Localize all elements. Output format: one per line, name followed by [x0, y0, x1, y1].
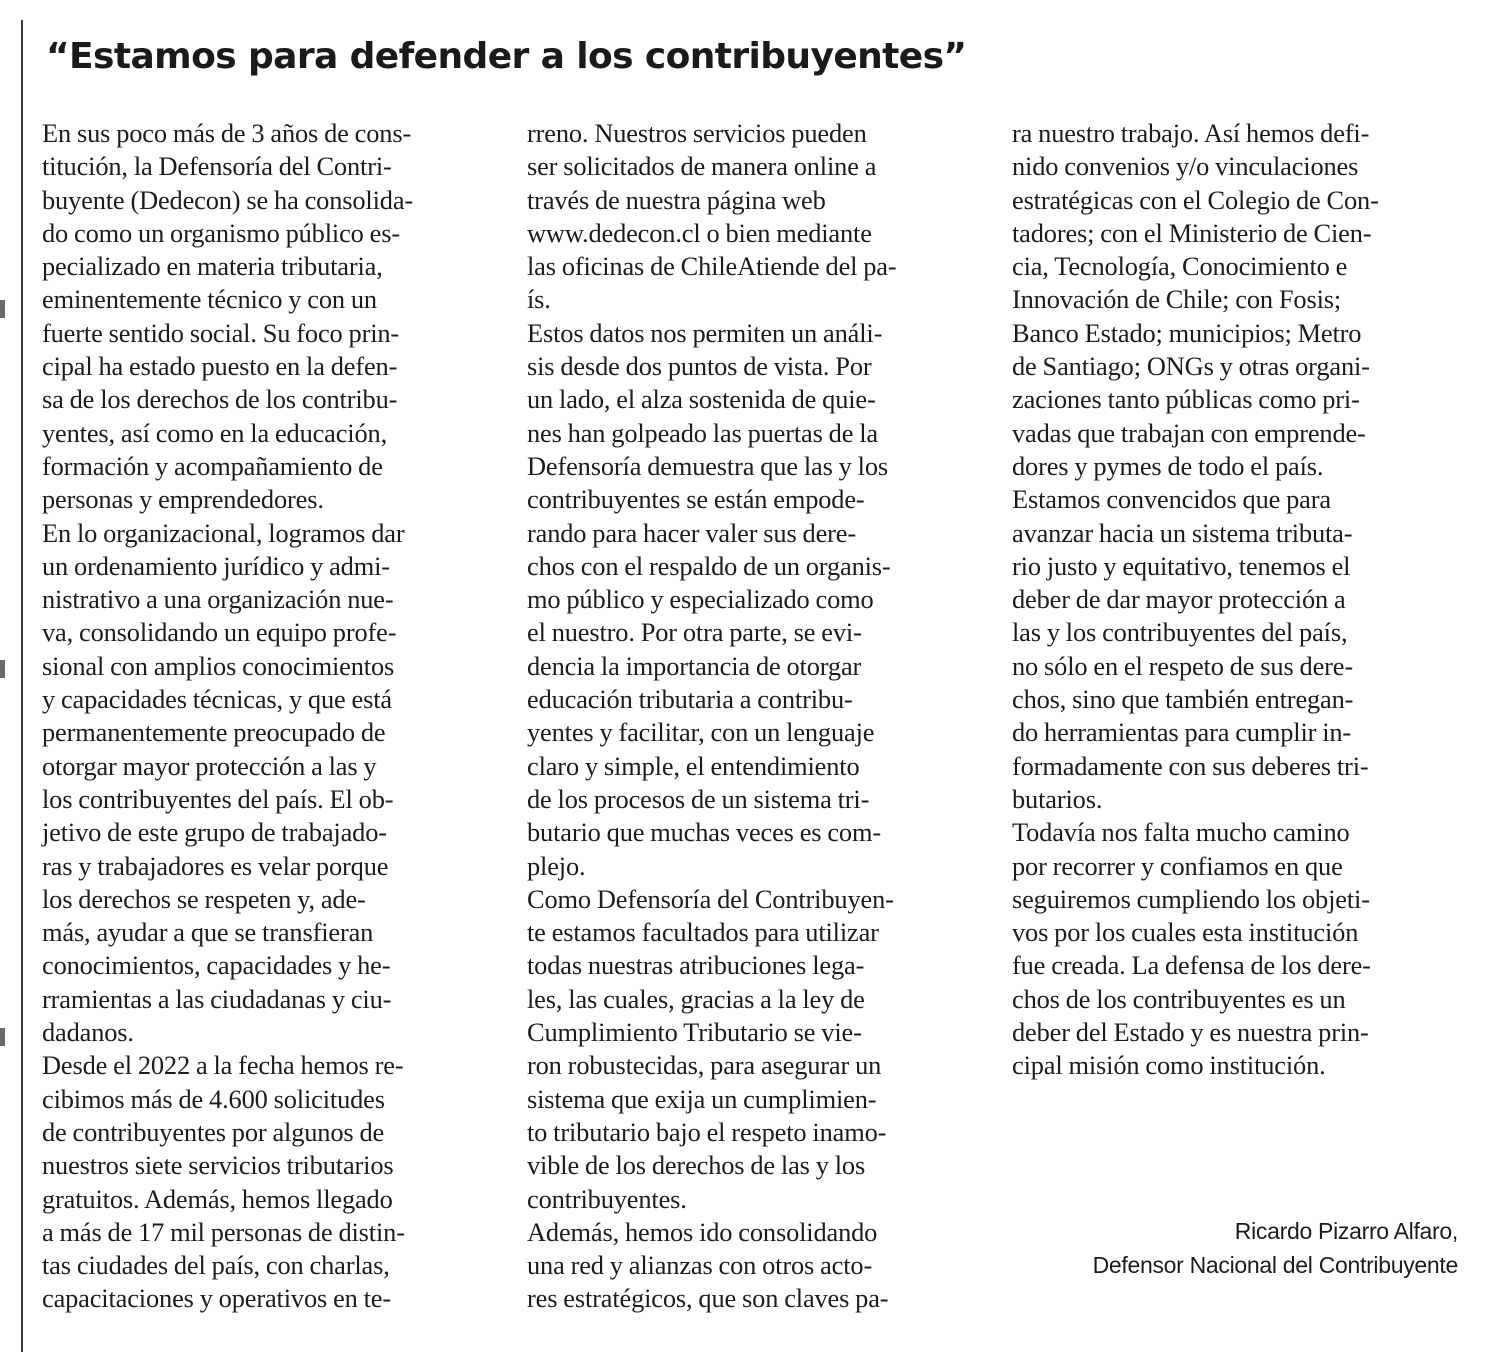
text-line: vos por los cuales esta institución	[1012, 917, 1359, 948]
text-line: butarios.	[1012, 783, 1103, 814]
text-line: rramientas a las ciudadanas y ciu-	[42, 983, 392, 1014]
text-line: nistrativo a una organización nue-	[42, 584, 394, 615]
text-line: dencia la importancia de otorgar	[527, 650, 862, 681]
article-paragraph	[527, 883, 982, 1216]
text-line: Como Defensoría del Contribuyen-	[527, 883, 894, 914]
article-column-1	[42, 117, 512, 1316]
text-line: rando para hacer valer sus dere-	[527, 517, 856, 548]
article-paragraph	[1012, 483, 1472, 816]
text-line: por recorrer y confiamos en que	[1012, 850, 1343, 881]
text-line: ser solicitados de manera online a	[527, 151, 877, 182]
text-line: les, las cuales, gracias a la ley de	[527, 983, 865, 1014]
text-line: nido convenios y/o vinculaciones	[1012, 151, 1359, 182]
text-line: no sólo en el respeto de sus dere-	[1012, 650, 1353, 681]
text-line: capacitaciones y operativos en te-	[42, 1283, 392, 1314]
text-line: a más de 17 mil personas de distin-	[42, 1216, 405, 1247]
text-line: pecializado en materia tributaria,	[42, 251, 383, 282]
text-line: deber del Estado y es nuestra prin-	[1012, 1017, 1369, 1048]
article-paragraph	[42, 517, 512, 1050]
edge-mark	[0, 660, 5, 678]
text-line: sional con amplios conocimientos	[42, 650, 395, 681]
text-line: fue creada. La defensa de los dere-	[1012, 950, 1371, 981]
text-line: eminentemente técnico y con un	[42, 284, 377, 315]
text-line: Innovación de Chile; con Fosis;	[1012, 284, 1342, 315]
article-headline: “Estamos para defender a los contribuyentes”	[46, 36, 967, 77]
text-line: seguiremos cumpliendo los objeti-	[1012, 883, 1370, 914]
author-role: Defensor Nacional del Contribuyente	[1092, 1252, 1458, 1278]
text-line: más, ayudar a que se transfieran	[42, 917, 374, 948]
text-line: gratuitos. Además, hemos llegado	[42, 1183, 393, 1214]
text-line: sa de los derechos de los contribu-	[42, 384, 398, 415]
text-line: plejo.	[527, 850, 586, 881]
text-line: yentes y facilitar, con un lenguaje	[527, 717, 875, 748]
article-column-2	[527, 117, 982, 1316]
text-line: los derechos se respeten y, ade-	[42, 883, 366, 914]
text-line: cipal ha estado puesto en la defen-	[42, 351, 398, 382]
text-line: de contribuyentes por algunos de	[42, 1116, 385, 1147]
text-line: educación tributaria a contribu-	[527, 684, 853, 715]
text-line: cia, Tecnología, Conocimiento e	[1012, 251, 1348, 282]
text-line: y capacidades técnicas, y que está	[42, 684, 392, 715]
text-line: butario que muchas veces es com-	[527, 817, 881, 848]
text-line: te estamos facultados para utilizar	[527, 917, 879, 948]
text-line: los contribuyentes del país. El ob-	[42, 783, 394, 814]
text-line: formación y acompañamiento de	[42, 450, 383, 481]
text-line: contribuyentes se están empode-	[527, 484, 865, 515]
text-line: las oficinas de ChileAtiende del pa-	[527, 251, 897, 282]
text-line: Además, hemos ido consolidando	[527, 1216, 878, 1247]
text-line: conocimientos, capacidades y he-	[42, 950, 391, 981]
text-line: nuestros siete servicios tributarios	[42, 1150, 394, 1181]
text-line: una red y alianzas con otros acto-	[527, 1250, 873, 1281]
text-line: vible de los derechos de las y los	[527, 1150, 866, 1181]
text-line: deber de dar mayor protección a	[1012, 584, 1346, 615]
text-line: claro y simple, el entendimiento	[527, 750, 860, 781]
article-paragraph	[42, 117, 512, 517]
text-line: un lado, el alza sostenida de quie-	[527, 384, 876, 415]
text-line: todas nuestras atribuciones lega-	[527, 950, 865, 981]
article-column-3	[1012, 117, 1472, 1083]
article-paragraph	[1012, 816, 1472, 1082]
author-name: Ricardo Pizarro Alfaro,	[1234, 1218, 1458, 1244]
article-paragraph	[1012, 117, 1472, 483]
text-line: titución, la Defensoría del Contri-	[42, 151, 392, 182]
text-line: En lo organizacional, logramos dar	[42, 517, 405, 548]
text-line: ra nuestro trabajo. Así hemos defi-	[1012, 118, 1370, 148]
text-line: dores y pymes de todo el país.	[1012, 450, 1324, 481]
text-line: Banco Estado; municipios; Metro	[1012, 317, 1362, 348]
text-line: do como un organismo público es-	[42, 217, 400, 248]
text-line: permanentemente preocupado de	[42, 717, 386, 748]
text-line: Estamos convencidos que para	[1012, 484, 1331, 515]
text-line: de los procesos de un sistema tri-	[527, 783, 870, 814]
author-signature	[1093, 1214, 1458, 1282]
text-line: res estratégicos, que son claves pa-	[527, 1283, 889, 1314]
article-paragraph	[42, 1049, 512, 1315]
text-line: las y los contribuyentes del país,	[1012, 617, 1348, 648]
text-line: Cumplimiento Tributario se vie-	[527, 1017, 862, 1048]
text-line: yentes, así como en la educación,	[42, 417, 388, 448]
text-line: un ordenamiento jurídico y admi-	[42, 550, 390, 581]
edge-mark	[0, 300, 5, 318]
text-line: vadas que trabajan con emprende-	[1012, 417, 1366, 448]
text-line: ís.	[527, 284, 551, 315]
text-line: de Santiago; ONGs y otras organi-	[1012, 351, 1370, 382]
text-line: www.dedecon.cl o bien mediante	[527, 217, 872, 248]
text-line: sis desde dos puntos de vista. Por	[527, 351, 872, 382]
text-line: otorgar mayor protección a las y	[42, 750, 377, 781]
text-line: Defensoría demuestra que las y los	[527, 450, 889, 481]
column-rule	[21, 20, 23, 1352]
text-line: Desde el 2022 a la fecha hemos re-	[42, 1050, 404, 1081]
text-line: sistema que exija un cumplimien-	[527, 1083, 877, 1114]
text-line: cipal misión como institución.	[1012, 1050, 1326, 1081]
edge-mark	[0, 1028, 5, 1046]
text-line: dadanos.	[42, 1017, 134, 1048]
text-line: buyente (Dedecon) se ha consolida-	[42, 184, 414, 215]
text-line: nes han golpeado las puertas de la	[527, 417, 878, 448]
article-paragraph	[527, 117, 982, 317]
text-line: personas y emprendedores.	[42, 484, 324, 515]
text-line: chos con el respaldo de un organis-	[527, 550, 891, 581]
text-line: estratégicas con el Colegio de Con-	[1012, 184, 1379, 215]
text-line: En sus poco más de 3 años de cons-	[42, 118, 412, 148]
text-line: Estos datos nos permiten un análi-	[527, 317, 883, 348]
text-line: el nuestro. Por otra parte, se evi-	[527, 617, 862, 648]
text-line: to tributario bajo el respeto inamo-	[527, 1116, 887, 1147]
text-line: través de nuestra página web	[527, 184, 826, 215]
text-line: avanzar hacia un sistema tributa-	[1012, 517, 1353, 548]
text-line: mo público y especializado como	[527, 584, 874, 615]
text-line: ras y trabajadores es velar porque	[42, 850, 389, 881]
article-paragraph	[527, 317, 982, 883]
text-line: zaciones tanto públicas como pri-	[1012, 384, 1360, 415]
text-line: contribuyentes.	[527, 1183, 687, 1214]
text-line: ron robustecidas, para asegurar un	[527, 1050, 882, 1081]
text-line: fuerte sentido social. Su foco prin-	[42, 317, 400, 348]
text-line: rreno. Nuestros servicios pueden	[527, 118, 867, 148]
text-line: do herramientas para cumplir in-	[1012, 717, 1352, 748]
text-line: cibimos más de 4.600 solicitudes	[42, 1083, 385, 1114]
text-line: va, consolidando un equipo profe-	[42, 617, 397, 648]
text-line: formadamente con sus deberes tri-	[1012, 750, 1369, 781]
text-line: tas ciudades del país, con charlas,	[42, 1250, 390, 1281]
article-paragraph	[527, 1216, 982, 1316]
text-line: rio justo y equitativo, tenemos el	[1012, 550, 1351, 581]
text-line: jetivo de este grupo de trabajado-	[42, 817, 387, 848]
text-line: tadores; con el Ministerio de Cien-	[1012, 217, 1372, 248]
text-line: Todavía nos falta mucho camino	[1012, 817, 1350, 848]
text-line: chos de los contribuyentes es un	[1012, 983, 1346, 1014]
text-line: chos, sino que también entregan-	[1012, 684, 1354, 715]
